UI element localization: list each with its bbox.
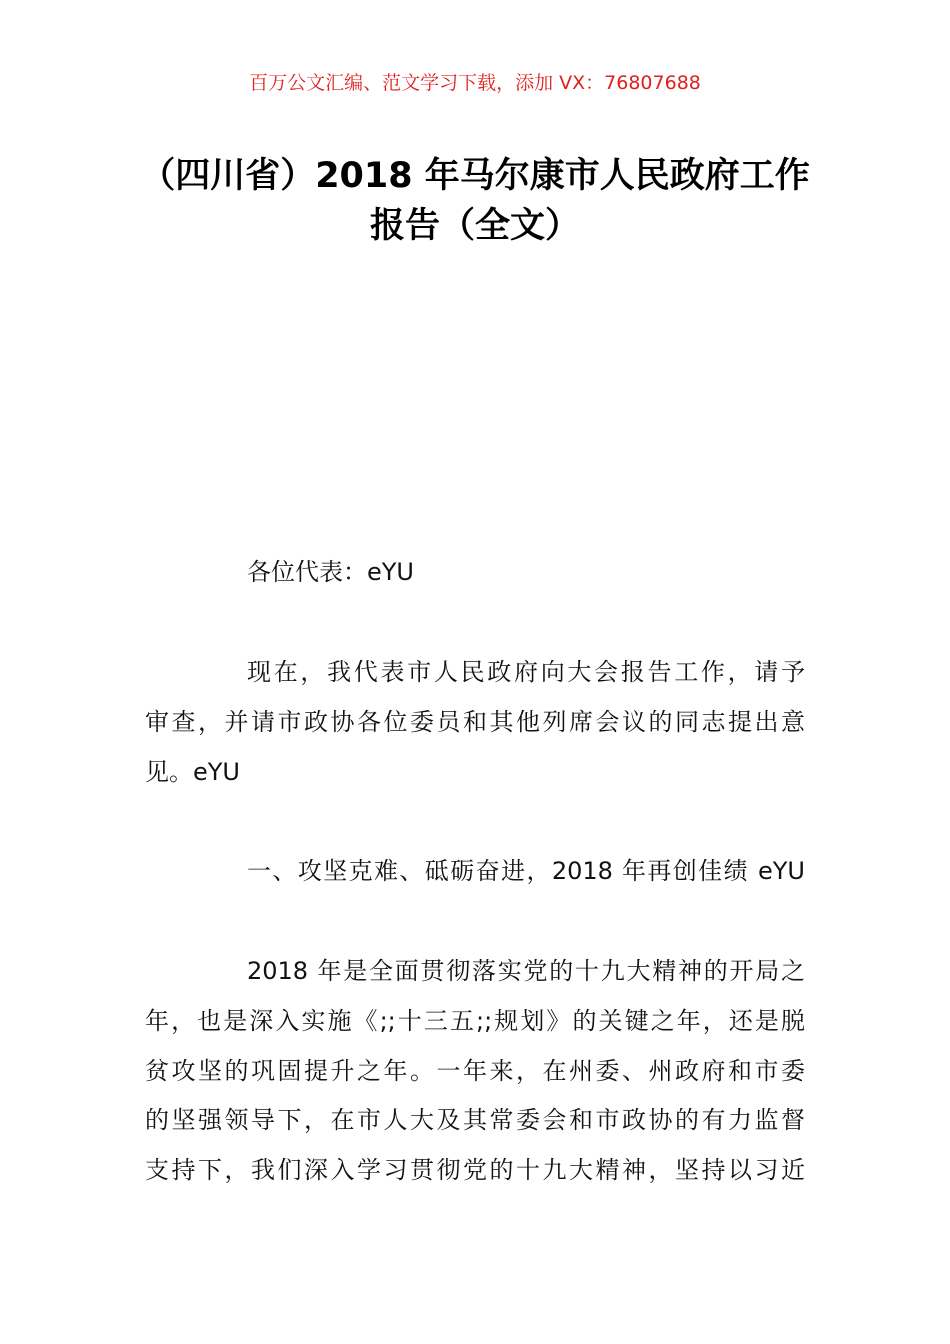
section-heading-1: 一、攻坚克难、砥砺奋进，2018 年再创佳绩 eYU [247, 857, 805, 885]
promo-header: 百万公文汇编、范文学习下载，添加 VX：76807688 [249, 72, 701, 94]
document-title-line-1: （四川省）2018 年马尔康市人民政府工作 [140, 156, 810, 196]
paragraph-2-line: 支持下，我们深入学习贯彻党的十九大精神，坚持以习近 [145, 1156, 805, 1184]
paragraph-2-line: 年，也是深入实施《;;十三五;;规划》的关键之年，还是脱 [145, 1007, 805, 1035]
paragraph-1-line: 现在，我代表市人民政府向大会报告工作，请予 [247, 658, 805, 686]
document-title-line-2: 报告（全文） [369, 206, 580, 246]
salutation: 各位代表：eYU [247, 558, 414, 586]
paragraph-2-line: 2018 年是全面贯彻落实党的十九大精神的开局之 [247, 957, 805, 985]
paragraph-1-line: 见。eYU [145, 758, 240, 786]
paragraph-1-line: 审查，并请市政协各位委员和其他列席会议的同志提出意 [145, 708, 805, 736]
paragraph-2-line: 的坚强领导下，在市人大及其常委会和市政协的有力监督 [145, 1106, 805, 1134]
paragraph-2-line: 贫攻坚的巩固提升之年。一年来，在州委、州政府和市委 [145, 1057, 805, 1085]
